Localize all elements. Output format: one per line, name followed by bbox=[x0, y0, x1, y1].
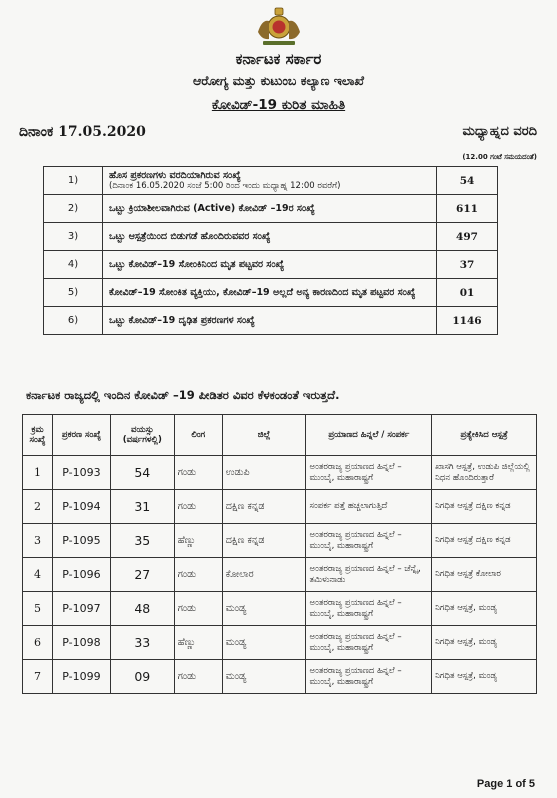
cell-history: ಅಂತರರಾಜ್ಯ ಪ್ರಯಾಣದ ಹಿನ್ನಲೆ – ಮುಂಬೈ, ಮಹಾರಾಷ್ಟ್ರಗೆ bbox=[306, 592, 432, 626]
summary-num: 4) bbox=[44, 251, 103, 279]
summary-num: 5) bbox=[44, 279, 103, 307]
cell-history: ಅಂತರರಾಜ್ಯ ಪ್ರಯಾಣದ ಹಿನ್ನಲೆ – ಮುಂಬೈ, ಮಹಾರಾಷ್ಟ್ರಗೆ bbox=[306, 626, 432, 660]
col-header-district: ಜಿಲ್ಲೆ bbox=[222, 415, 306, 456]
summary-label: ಕೋವಿಡ್–19 ಸೋಂಕಿತ ವ್ಯಕ್ತಿಯು, ಕೋವಿಡ್–19 ಅಲ್ಲದೆ ಅನ್ಯ ಕಾರಣದಿಂದ ಮೃತ ಪಟ್ಟವರ ಸಂಖ್ಯೆ bbox=[103, 279, 437, 307]
summary-value: 37 bbox=[437, 251, 498, 279]
cell-age: 27 bbox=[110, 558, 174, 592]
cell-sl: 6 bbox=[23, 626, 53, 660]
summary-row bbox=[44, 279, 498, 307]
cell-patient-id: P-1094 bbox=[52, 490, 110, 524]
cell-sl: 4 bbox=[23, 558, 53, 592]
patient-table-header bbox=[23, 415, 537, 456]
subject-title: ಕೋವಿಡ್-19 ಕುರಿತ ಮಾಹಿತಿ bbox=[211, 97, 346, 113]
col-header-sl: ಕ್ರಮ ಸಂಖ್ಯೆ bbox=[23, 415, 53, 456]
cell-history: ಸಂಪರ್ಕ ಪತ್ತೆ ಹಚ್ಚಲಾಗುತ್ತಿದೆ bbox=[306, 490, 432, 524]
col-header-gender: ಲಿಂಗ bbox=[174, 415, 222, 456]
cell-patient-id: P-1093 bbox=[52, 456, 110, 490]
cell-age: 09 bbox=[110, 660, 174, 694]
summary-label: ಒಟ್ಟು ಕೋವಿಡ್–19 ದೃಢಿತ ಪ್ರಕರಣಗಳ ಸಂಖ್ಯೆ bbox=[103, 307, 437, 335]
summary-sub: (ದಿನಾಂಕ 16.05.2020 ಸಂಜೆ 5:00 ರಿಂದ ಇಂದು ಮಧ್ಯಾಹ್ನ 12:00 ರವರೆಗೆ) bbox=[109, 181, 341, 191]
cell-age: 35 bbox=[110, 524, 174, 558]
cell-hospital: ನಿಗಧಿತ ಆಸ್ಪತ್ರೆ, ಮಂಡ್ಯ bbox=[432, 626, 537, 660]
summary-value: 01 bbox=[437, 279, 498, 307]
cell-history: ಅಂತರರಾಜ್ಯ ಪ್ರಯಾಣದ ಹಿನ್ನಲೆ – ಮುಂಬೈ, ಮಹಾರಾಷ್ಟ್ರಗೆ bbox=[306, 524, 432, 558]
table-row bbox=[23, 490, 537, 524]
summary-label: ಒಟ್ಟು ಕೋವಿಡ್–19 ಸೋಂಕಿನಿಂದ ಮೃತ ಪಟ್ಟವರ ಸಂಖ್ಯೆ bbox=[103, 251, 437, 279]
col-header-hospital: ಪ್ರತ್ಯೇಕಿಸಿದ ಆಸ್ಪತ್ರೆ bbox=[432, 415, 537, 456]
cell-gender: ಗಂಡು bbox=[174, 660, 222, 694]
table-row bbox=[23, 524, 537, 558]
patient-table bbox=[22, 414, 537, 694]
summary-row bbox=[44, 223, 498, 251]
col-header-age: ವಯಸ್ಸು (ವರ್ಷಗಳಲ್ಲಿ) bbox=[110, 415, 174, 456]
table-row bbox=[23, 660, 537, 694]
cell-history: ಅಂತರರಾಜ್ಯ ಪ್ರಯಾಣದ ಹಿನ್ನಲೆ – ಮುಂಬೈ, ಮಹಾರಾಷ್ಟ್ರಗೆ bbox=[306, 660, 432, 694]
bulletin-type: ಮಧ್ಯಾಹ್ನದ ವರದಿ bbox=[462, 124, 537, 139]
table-row bbox=[23, 456, 537, 490]
cell-patient-id: P-1097 bbox=[52, 592, 110, 626]
cell-gender: ಗಂಡು bbox=[174, 456, 222, 490]
cell-sl: 7 bbox=[23, 660, 53, 694]
col-header-history: ಪ್ರಯಾಣದ ಹಿನ್ನಲೆ / ಸಂಪರ್ಕ bbox=[306, 415, 432, 456]
table-row bbox=[23, 626, 537, 660]
karnataka-emblem-icon bbox=[254, 6, 304, 48]
cell-hospital: ನಿಗಧಿತ ಆಸ್ಪತ್ರೆ ದಕ್ಷಿಣ ಕನ್ನಡ bbox=[432, 524, 537, 558]
cell-sl: 2 bbox=[23, 490, 53, 524]
summary-num: 1) bbox=[44, 167, 103, 195]
government-title: ಕರ್ನಾಟಕ ಸರ್ಕಾರ bbox=[235, 50, 322, 68]
cell-patient-id: P-1095 bbox=[52, 524, 110, 558]
cell-hospital: ನಿಗಧಿತ ಆಸ್ಪತ್ರೆ, ಮಂಡ್ಯ bbox=[432, 660, 537, 694]
summary-num: 6) bbox=[44, 307, 103, 335]
summary-value: 611 bbox=[437, 195, 498, 223]
page-number: Page 1 of 5 bbox=[476, 778, 535, 790]
cell-hospital: ಖಾಸಗಿ ಆಸ್ಪತ್ರೆ, ಉಡುಪಿ ಜಿಲ್ಲೆಯಲ್ಲಿ ನಿಧನ ಹೊಂದಿರುತ್ತಾರೆ bbox=[432, 456, 537, 490]
cell-hospital: ನಿಗಧಿತ ಆಸ್ಪತ್ರೆ, ಮಂಡ್ಯ bbox=[432, 592, 537, 626]
time-note: (12.00 ಗಂಟೆ ಸಮಯದಂತೆ) bbox=[462, 153, 537, 161]
summary-value: 1146 bbox=[437, 307, 498, 335]
table-row bbox=[23, 558, 537, 592]
cell-hospital: ನಿಗಧಿತ ಆಸ್ಪತ್ರೆ ದಕ್ಷಿಣ ಕನ್ನಡ bbox=[432, 490, 537, 524]
cell-patient-id: P-1099 bbox=[52, 660, 110, 694]
cell-district: ಮಂಡ್ಯ bbox=[222, 660, 306, 694]
cell-district: ಮಂಡ್ಯ bbox=[222, 592, 306, 626]
summary-row bbox=[44, 195, 498, 223]
department-title: ಆರೋಗ್ಯ ಮತ್ತು ಕುಟುಂಬ ಕಲ್ಯಾಣ ಇಲಾಖೆ bbox=[192, 73, 365, 88]
cell-gender: ಹೆಣ್ಣು bbox=[174, 524, 222, 558]
summary-row bbox=[44, 307, 498, 335]
cell-district: ದಕ್ಷಿಣ ಕನ್ನಡ bbox=[222, 524, 306, 558]
cell-sl: 5 bbox=[23, 592, 53, 626]
summary-label-text: ಹೊಸ ಪ್ರಕರಣಗಳು ವರದಿಯಾಗಿರುವ ಸಂಖ್ಯೆ bbox=[109, 170, 241, 181]
patient-details-intro: ಕರ್ನಾಟಕ ರಾಜ್ಯದಲ್ಲಿ ಇಂದಿನ ಕೋವಿಡ್ –19 ಪೀಡಿತರ ವಿವರ ಕೆಳಕಂಡಂತೆ ಇರುತ್ತದೆ. bbox=[26, 388, 340, 402]
summary-num: 2) bbox=[44, 195, 103, 223]
cell-age: 48 bbox=[110, 592, 174, 626]
cell-district: ದಕ್ಷಿಣ ಕನ್ನಡ bbox=[222, 490, 306, 524]
summary-row bbox=[44, 251, 498, 279]
report-date: ದಿನಾಂಕ 17.05.2020 bbox=[19, 124, 146, 140]
cell-age: 31 bbox=[110, 490, 174, 524]
cell-age: 33 bbox=[110, 626, 174, 660]
cell-district: ಕೋಲಾರ bbox=[222, 558, 306, 592]
cell-age: 54 bbox=[110, 456, 174, 490]
cell-patient-id: P-1098 bbox=[52, 626, 110, 660]
summary-value: 497 bbox=[437, 223, 498, 251]
cell-sl: 1 bbox=[23, 456, 53, 490]
cell-sl: 3 bbox=[23, 524, 53, 558]
summary-num: 3) bbox=[44, 223, 103, 251]
summary-label: ಒಟ್ಟು ಕ್ರಿಯಾಶೀಲವಾಗಿರುವ (Active) ಕೋವಿಡ್ –19ರ ಸಂಖ್ಯೆ bbox=[103, 195, 437, 223]
summary-label bbox=[103, 167, 437, 195]
col-header-patient-id: ಪ್ರಕರಣ ಸಂಖ್ಯೆ bbox=[52, 415, 110, 456]
cell-gender: ಗಂಡು bbox=[174, 558, 222, 592]
summary-label: ಒಟ್ಟು ಆಸ್ಪತ್ರೆಯಿಂದ ಬಿಡುಗಡೆ ಹೊಂದಿರುವವರ ಸಂಖ್ಯೆ bbox=[103, 223, 437, 251]
summary-table bbox=[43, 166, 498, 335]
cell-gender: ಗಂಡು bbox=[174, 490, 222, 524]
cell-gender: ಹೆಣ್ಣು bbox=[174, 626, 222, 660]
cell-hospital: ನಿಗಧಿತ ಆಸ್ಪತ್ರೆ ಕೋಲಾರ bbox=[432, 558, 537, 592]
summary-value: 54 bbox=[437, 167, 498, 195]
cell-history: ಅಂತರರಾಜ್ಯ ಪ್ರಯಾಣದ ಹಿನ್ನಲೆ – ಚೆನ್ನೈ, ತಮಿಳುನಾಡು bbox=[306, 558, 432, 592]
cell-district: ಉಡುಪಿ bbox=[222, 456, 306, 490]
cell-patient-id: P-1096 bbox=[52, 558, 110, 592]
table-row bbox=[23, 592, 537, 626]
cell-district: ಮಂಡ್ಯ bbox=[222, 626, 306, 660]
cell-gender: ಗಂಡು bbox=[174, 592, 222, 626]
summary-row bbox=[44, 167, 498, 195]
cell-history: ಅಂತರರಾಜ್ಯ ಪ್ರಯಾಣದ ಹಿನ್ನಲೆ – ಮುಂಬೈ, ಮಹಾರಾಷ್ಟ್ರಗೆ bbox=[306, 456, 432, 490]
